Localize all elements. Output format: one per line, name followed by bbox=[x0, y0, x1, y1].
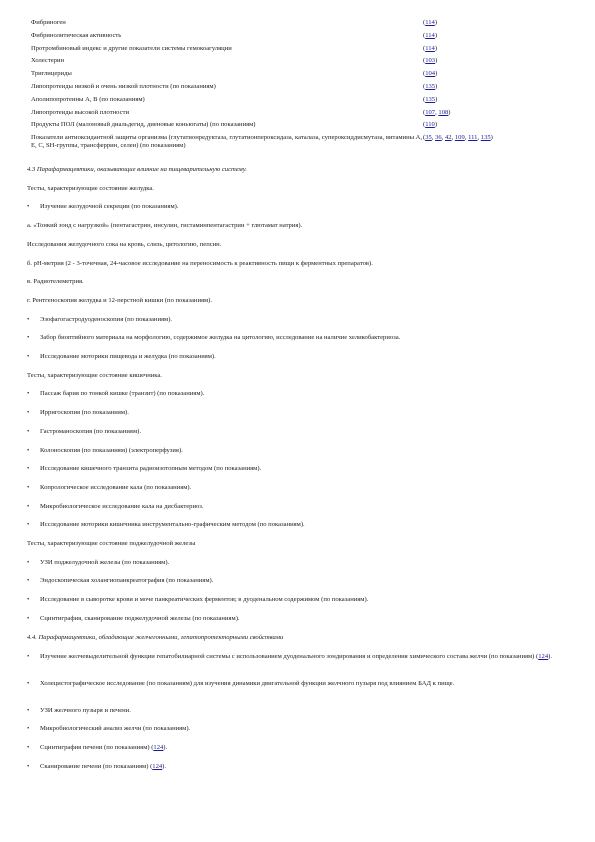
reference-link[interactable]: 110 bbox=[425, 121, 435, 129]
list-item-text: Изучение желчевыделительной функции гепатобилиарной системы с использованием дуоденального зондирования и определения химического состава желчи (по показаниям) (124). bbox=[40, 653, 552, 661]
bullet-icon: • bbox=[27, 521, 30, 529]
reference-link[interactable]: 103 bbox=[425, 57, 436, 65]
bullet-icon: • bbox=[27, 409, 30, 417]
table-row bbox=[31, 70, 561, 83]
bullet-icon: • bbox=[27, 203, 30, 211]
bullet-icon: • bbox=[27, 706, 30, 714]
list-item-text: Исследование моторики пищевода и желудка (по показаниям). bbox=[40, 353, 216, 360]
reference-link[interactable]: 124 bbox=[538, 653, 549, 661]
reference-cell: (114) bbox=[423, 31, 438, 39]
list-item bbox=[27, 725, 567, 733]
subsection-title: Тесты, характеризующие состояние поджелудочной железы bbox=[27, 540, 196, 547]
list-item bbox=[27, 615, 567, 623]
test-name-cell: Холестерин bbox=[31, 57, 65, 65]
table-row bbox=[31, 134, 561, 153]
reference-link[interactable]: 114 bbox=[425, 31, 435, 39]
bullet-icon: • bbox=[27, 653, 30, 661]
list-item: б. рН-метрия (2 - 3-точечная, 24-часовое исследование на переносимость к реактивность пищи к ферментных препаратов). bbox=[27, 259, 373, 267]
test-name-cell: Фибриноген bbox=[31, 19, 66, 26]
reference-cell: (107, 108) bbox=[423, 108, 451, 116]
bullet-icon: • bbox=[27, 446, 30, 454]
reference-link[interactable]: 114 bbox=[425, 44, 435, 52]
bullet-icon: • bbox=[27, 315, 30, 323]
bullet-icon: • bbox=[27, 577, 30, 585]
reference-link[interactable]: 35 bbox=[425, 134, 432, 142]
test-name-cell: Продукты ПОЛ (малоновый диальдегид, диеновые коньюгаты) (по показаниям) bbox=[31, 121, 256, 129]
list-item bbox=[27, 203, 567, 211]
bullet-icon: • bbox=[27, 679, 30, 687]
test-name-cell: Липопротеиды высокой плотности bbox=[31, 108, 129, 116]
list-item: в. Радиотелеметрия. bbox=[27, 278, 84, 286]
list-item bbox=[27, 521, 567, 529]
list-item: Исследования желудочного сока на кровь, слизь, цитологию, пепсин. bbox=[27, 240, 222, 248]
list-item-text: Копрологическое исследование кала (по показаниям). bbox=[40, 483, 192, 491]
list-item-text: Исследование моторики кишечника инструментально-графическим методом (по показаниям). bbox=[40, 521, 305, 529]
list-item bbox=[27, 744, 567, 752]
table-row bbox=[31, 19, 561, 32]
reference-cell: (135) bbox=[423, 82, 438, 90]
test-name-cell: Фибринолитическая активность bbox=[31, 31, 122, 39]
list-item-text: Исследование кишечного транзита радиоизотопным методом (по показаниям). bbox=[40, 465, 262, 473]
bullet-icon: • bbox=[27, 334, 30, 342]
table-row bbox=[31, 83, 561, 96]
reference-link[interactable]: 124 bbox=[152, 762, 163, 770]
bullet-icon: • bbox=[27, 465, 30, 473]
bullet-icon: • bbox=[27, 483, 30, 491]
reference-link[interactable]: 42 bbox=[444, 134, 452, 142]
reference-cell: (110) bbox=[423, 121, 438, 129]
test-name-cell: Липопротеиды низкой и очень низкой плотности (по показаниям) bbox=[31, 82, 216, 90]
reference-link[interactable]: 111 bbox=[468, 134, 478, 142]
list-item-text: Исследование в сыворотке крови и моче панкреатических ферментов; в дуоденальном содержимом (по показаниям). bbox=[40, 596, 369, 604]
list-item bbox=[27, 503, 567, 511]
list-item-text: Холецистографическое исследование (по показаниям) для изучения динамики двигательной функции желчного пузыря под влиянием БАД к пище. bbox=[40, 679, 455, 687]
bullet-icon: • bbox=[27, 353, 30, 360]
reference-link[interactable]: 109 bbox=[454, 134, 465, 142]
list-item-text: УЗИ желчного пузыря и печени. bbox=[40, 706, 131, 714]
subsection-title: Тесты, характеризующие состояние желудка. bbox=[27, 184, 154, 192]
reference-cell: (104) bbox=[423, 70, 438, 78]
bullet-icon: • bbox=[27, 725, 30, 733]
list-item-text: Сцинтиграфия печени (по показаниям) (124). bbox=[40, 744, 168, 751]
reference-link[interactable]: 104 bbox=[425, 70, 436, 78]
list-item-text: УЗИ поджелудочной железы (по показаниям). bbox=[40, 558, 170, 566]
section-heading: 4.4. Парафармацевтики, обладающие желчегонными, гепатопротекторными свойствами bbox=[27, 633, 284, 641]
reference-cell: (135) bbox=[423, 95, 438, 103]
reference-cell: (103) bbox=[423, 57, 438, 65]
table-row bbox=[31, 109, 561, 122]
table-row bbox=[31, 45, 561, 58]
list-item bbox=[27, 577, 567, 585]
bullet-icon: • bbox=[27, 762, 30, 770]
reference-link[interactable]: 135 bbox=[480, 134, 491, 142]
reference-link[interactable]: 108 bbox=[438, 108, 449, 116]
list-item-text: Забор биоптийного материала на морфологию, содержимое желудка на цитологию, исследование на наличие хеликобактериоза. bbox=[40, 334, 401, 342]
list-item-text: Колоноскопия (по показаниям) (электроперфузия). bbox=[40, 446, 183, 454]
test-name-cell: Протромбиновый индекс и другие показатели системы гемокоагуляции bbox=[31, 44, 232, 52]
lab-tests-table bbox=[31, 19, 561, 153]
table-row bbox=[31, 96, 561, 109]
bullet-icon: • bbox=[27, 614, 30, 622]
list-item-text: Микробиологическое исследование кала на дисбактериоз. bbox=[40, 502, 204, 510]
list-item bbox=[27, 428, 567, 436]
list-item bbox=[27, 465, 567, 473]
list-item bbox=[27, 763, 567, 771]
list-item-text: Ирригоскопия (по показаниям). bbox=[40, 409, 129, 417]
list-item-text: Сцинтиграфия, сканирование поджелудочной железы (по показаниям). bbox=[40, 614, 240, 622]
bullet-icon: • bbox=[27, 558, 30, 566]
table-row bbox=[31, 57, 561, 70]
test-name-cell: Аполипопротеины А, В (по показаниям) bbox=[31, 95, 145, 103]
section-heading: 4.3 Парафармацевтики, оказывающие влияние на пищеварительную систему. bbox=[27, 166, 247, 173]
bullet-icon: • bbox=[27, 502, 30, 510]
list-item bbox=[27, 707, 567, 715]
reference-cell: (35, 36, 42, 109, 111, 135) bbox=[423, 134, 493, 142]
bullet-icon: • bbox=[27, 390, 30, 398]
list-item-text: Гастроманоскопия (по показаниям). bbox=[40, 427, 141, 435]
list-item: а. «Тонкий зонд с нагрузкой» (пентагастрин, инсулин, гистаминпентагастрин + глютамат натрия). bbox=[27, 222, 303, 230]
test-name-cell: Триглицериды bbox=[31, 70, 72, 78]
reference-link[interactable]: 135 bbox=[425, 95, 436, 103]
list-item bbox=[27, 596, 567, 604]
list-item bbox=[27, 390, 567, 398]
list-item bbox=[27, 559, 567, 567]
list-item: г. Рентгеноскопия желудка и 12-перстной кишки (по показаниям). bbox=[27, 296, 213, 304]
list-item-text: Микробиологический анализ желчи (по показаниям). bbox=[40, 725, 191, 733]
list-item-text: Сканирование печени (по показаниям) (124). bbox=[40, 762, 167, 770]
test-name-cell: Показатели антиоксидантной защиты организма (глутатионредуктаза, глутатионпероксидаза, каталаза, супероксиддисмутаза, витамины А, Е, С, SH-группы, трансферрин, селен) (по показаниям) bbox=[31, 134, 423, 149]
list-item bbox=[27, 353, 567, 361]
bullet-icon: • bbox=[27, 427, 30, 435]
list-item-text: Эзофагогастродуоденоскопия (по показаниям). bbox=[40, 315, 173, 323]
reference-link[interactable]: 135 bbox=[425, 82, 436, 90]
reference-cell: (114) bbox=[423, 44, 438, 52]
reference-cell: (114) bbox=[423, 19, 438, 26]
bullet-icon: • bbox=[27, 596, 30, 604]
bullet-icon: • bbox=[27, 744, 30, 751]
subsection-title: Тесты, характеризующие состояние кишечника. bbox=[27, 371, 162, 379]
list-item bbox=[27, 409, 567, 417]
list-item bbox=[27, 484, 567, 492]
list-item bbox=[27, 316, 567, 324]
table-row bbox=[31, 121, 561, 134]
list-item bbox=[27, 653, 567, 661]
list-item-text: Изучение желудочной секреции (по показаниям). bbox=[40, 203, 179, 211]
list-item bbox=[27, 334, 567, 342]
list-item bbox=[27, 680, 567, 688]
reference-link[interactable]: 36 bbox=[435, 134, 442, 142]
list-item-text: Эндоскопическая холангиопанкреатография (по показаниям). bbox=[40, 577, 214, 585]
reference-link[interactable]: 124 bbox=[153, 744, 164, 751]
table-row bbox=[31, 32, 561, 45]
list-item-text: Пассаж бария по тонкой кишке (транзит) (по показаниям). bbox=[40, 390, 205, 398]
list-item bbox=[27, 447, 567, 455]
reference-link[interactable]: 107 bbox=[425, 108, 436, 116]
reference-link[interactable]: 114 bbox=[425, 19, 435, 26]
